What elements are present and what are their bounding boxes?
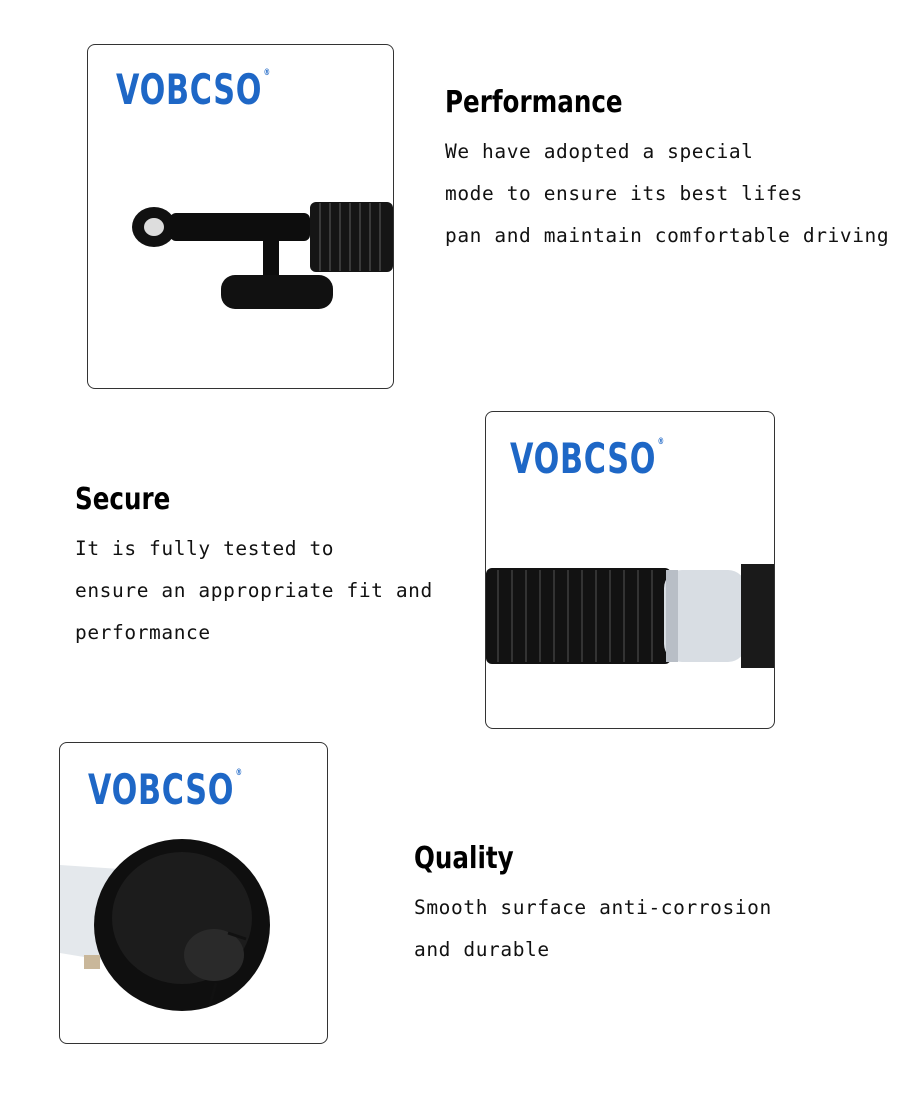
section-body-performance: We have adopted a special mode to ensure its best lifes pan and maintain comfortable driving [445, 140, 890, 247]
product-image-card-2 [485, 411, 775, 729]
section-body-secure: It is fully tested to ensure an appropriate fit and performance [75, 537, 433, 644]
strut-top-mount-image [60, 743, 327, 1043]
air-bellows-image [486, 412, 774, 728]
brand-logo: VOBCSO® [88, 765, 243, 814]
brand-logo: VOBCSO® [116, 65, 271, 114]
section-body-quality: Smooth surface anti-corrosion and durable [414, 896, 772, 961]
shock-absorber-rod-image [88, 45, 393, 388]
product-image-card-3 [59, 742, 328, 1044]
section-title-performance: Performance [445, 85, 623, 120]
section-title-secure: Secure [75, 482, 171, 517]
product-image-card-1 [87, 44, 394, 389]
section-title-quality: Quality [414, 841, 514, 876]
brand-logo: VOBCSO® [510, 434, 665, 483]
